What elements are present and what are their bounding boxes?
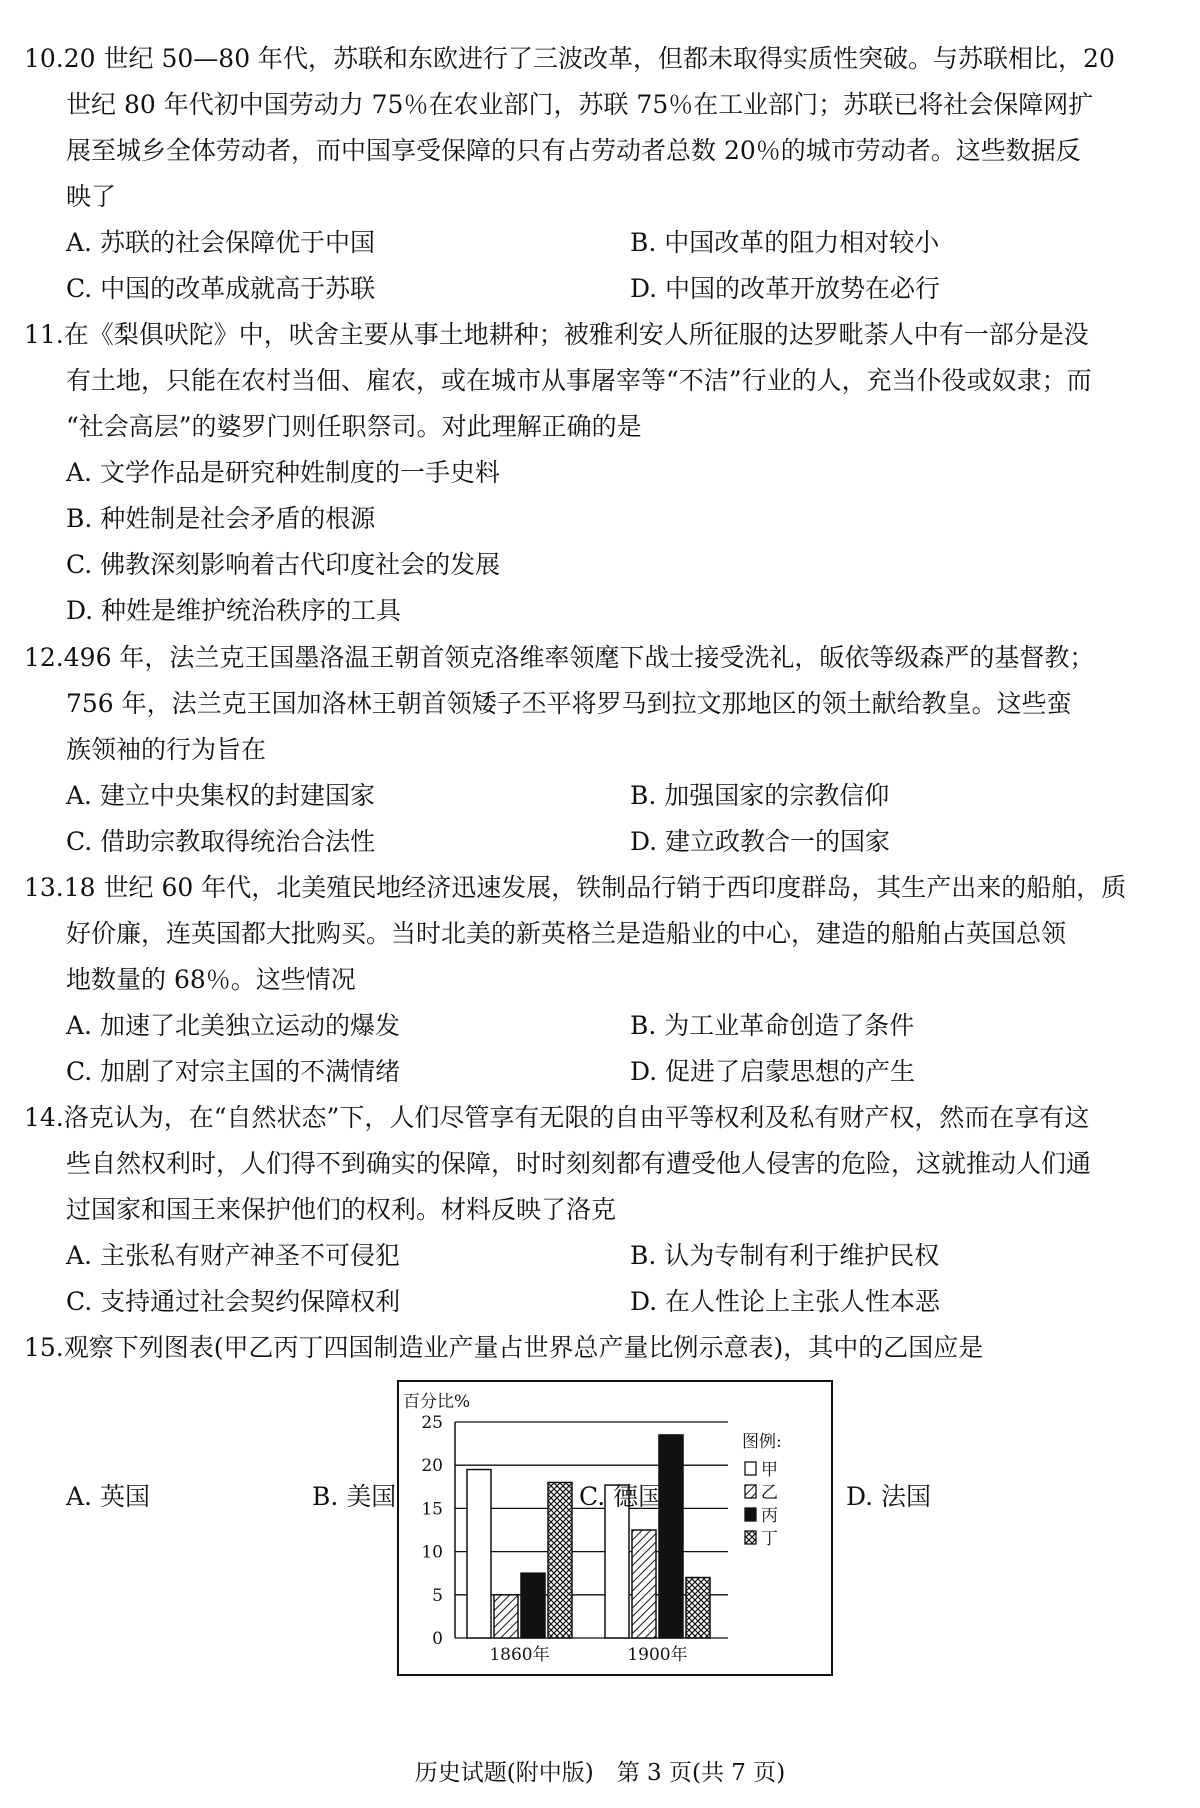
bar-乙-1860年 bbox=[494, 1595, 518, 1638]
option-c[interactable]: C. 佛教深刻影响着古代印度社会的发展 bbox=[66, 550, 501, 579]
option-c[interactable]: C. 借助宗教取得统治合法性 bbox=[66, 827, 376, 856]
question-14 bbox=[24, 1095, 1174, 1325]
option-c[interactable]: C. 加剧了对宗主国的不满情绪 bbox=[66, 1057, 401, 1086]
options-row bbox=[24, 1233, 1174, 1279]
bar-丁-1900年 bbox=[686, 1578, 710, 1638]
option-d[interactable]: D. 中国的改革开放势在必行 bbox=[630, 274, 941, 303]
question-10 bbox=[24, 36, 1174, 312]
option-d[interactable]: D. 建立政教合一的国家 bbox=[630, 827, 891, 856]
legend-entry: 丁 bbox=[761, 1529, 778, 1549]
question-12 bbox=[24, 635, 1174, 865]
options-row bbox=[24, 266, 1174, 312]
question-number: 11. bbox=[24, 320, 64, 349]
bar-乙-1900年 bbox=[632, 1530, 656, 1638]
option-d[interactable]: D. 法国 bbox=[846, 1482, 932, 1511]
question-number: 14. bbox=[24, 1103, 64, 1132]
question-15-options bbox=[24, 1474, 1174, 1520]
question-text-line: 好价廉，连英国都大批购买。当时北美的新英格兰是造船业的中心，建造的船舶占英国总领 bbox=[66, 919, 1067, 948]
bar-丙-1900年 bbox=[659, 1435, 683, 1638]
legend-entry: 丙 bbox=[761, 1506, 778, 1526]
option-a[interactable]: A. 建立中央集权的封建国家 bbox=[66, 781, 375, 810]
option-a[interactable]: A. 文学作品是研究种姓制度的一手史料 bbox=[66, 458, 500, 487]
question-text-line: 20 世纪 50—80 年代，苏联和东欧进行了三波改革，但都未取得实质性突破。与苏联相比，20 bbox=[63, 44, 1115, 73]
option-d[interactable]: D. 在人性论上主张人性本恶 bbox=[630, 1287, 941, 1316]
question-13 bbox=[24, 865, 1174, 1095]
legend-title: 图例: bbox=[742, 1432, 782, 1452]
option-b[interactable]: B. 种姓制是社会矛盾的根源 bbox=[66, 504, 376, 533]
option-b[interactable]: B. 美国 bbox=[312, 1482, 397, 1511]
legend-entry: 乙 bbox=[761, 1483, 778, 1503]
question-number: 12. bbox=[24, 643, 64, 672]
y-tick-label: 15 bbox=[421, 1499, 443, 1520]
question-text-line: 族领袖的行为旨在 bbox=[66, 735, 267, 764]
question-text-line: 洛克认为，在“自然状态”下，人们尽管享有无限的自由平等权利及私有财产权，然而在享有这 bbox=[63, 1103, 1090, 1132]
question-text-line: 些自然权利时，人们得不到确实的保障，时时刻刻都有遭受他人侵害的危险，这就推动人们通 bbox=[66, 1149, 1092, 1178]
question-number: 15. bbox=[24, 1333, 64, 1362]
options-row bbox=[24, 588, 1174, 634]
option-d[interactable]: D. 种姓是维护统治秩序的工具 bbox=[66, 596, 402, 625]
question-text-line: “社会高层”的婆罗门则任职祭司。对此理解正确的是 bbox=[66, 412, 642, 441]
question-number: 10. bbox=[24, 44, 64, 73]
option-a[interactable]: A. 苏联的社会保障优于中国 bbox=[66, 228, 375, 257]
question-text-line: 过国家和国王来保护他们的权利。材料反映了洛克 bbox=[66, 1195, 617, 1224]
options-row bbox=[24, 450, 1174, 496]
question-text-line: 756 年，法兰克王国加洛林王朝首领矮子丕平将罗马到拉文那地区的领土献给教皇。这些蛮 bbox=[66, 689, 1072, 718]
question-text-line: 496 年，法兰克王国墨洛温王朝首领克洛维率领麾下战士接受洗礼，皈依等级森严的基督教； bbox=[63, 643, 1095, 672]
question-text-line: 展至城乡全体劳动者，而中国享受保障的只有占劳动者总数 20％的城市劳动者。这些数据反 bbox=[66, 136, 1081, 165]
x-tick-label: 1900年 bbox=[627, 1645, 688, 1665]
options-row bbox=[24, 1474, 1174, 1520]
question-text-line: 18 世纪 60 年代，北美殖民地经济迅速发展，铁制品行销于西印度群岛，其生产出来的船舶，质 bbox=[63, 873, 1127, 902]
question-15 bbox=[24, 1325, 1174, 1371]
option-b[interactable]: B. 为工业革命创造了条件 bbox=[630, 1011, 915, 1040]
chart-svg bbox=[395, 1378, 835, 1678]
option-b[interactable]: B. 加强国家的宗教信仰 bbox=[630, 781, 890, 810]
options-row bbox=[24, 1049, 1174, 1095]
question-11 bbox=[24, 312, 1174, 634]
legend-entry: 甲 bbox=[761, 1460, 778, 1480]
y-axis-label: 百分比% bbox=[403, 1392, 471, 1412]
page-footer: 历史试题(附中版) 第 3 页(共 7 页) bbox=[414, 1760, 786, 1786]
question-text-line: 地数量的 68％。这些情况 bbox=[66, 965, 356, 994]
options-row bbox=[24, 1003, 1174, 1049]
question-text-line: 世纪 80 年代初中国劳动力 75％在农业部门，苏联 75％在工业部门；苏联已将社会保障网扩 bbox=[66, 90, 1094, 119]
bar-丙-1860年 bbox=[521, 1573, 545, 1638]
option-a[interactable]: A. 加速了北美独立运动的爆发 bbox=[66, 1011, 400, 1040]
options-row bbox=[24, 542, 1174, 588]
option-b[interactable]: B. 认为专制有利于维护民权 bbox=[630, 1241, 940, 1270]
y-tick-label: 0 bbox=[432, 1629, 443, 1649]
question-text-line: 映了 bbox=[66, 182, 117, 211]
options-row bbox=[24, 220, 1174, 266]
y-tick-label: 25 bbox=[421, 1413, 443, 1433]
options-row bbox=[24, 773, 1174, 819]
option-b[interactable]: B. 中国改革的阻力相对较小 bbox=[630, 228, 940, 257]
y-tick-label: 10 bbox=[421, 1542, 443, 1563]
options-row bbox=[24, 819, 1174, 865]
options-row bbox=[24, 1279, 1174, 1325]
x-tick-label: 1860年 bbox=[489, 1645, 550, 1665]
question-text-line: 在《梨俱吠陀》中，吠舍主要从事土地耕种；被雅利安人所征服的达罗毗荼人中有一部分是没 bbox=[63, 320, 1089, 349]
y-tick-label: 5 bbox=[432, 1585, 443, 1606]
options-row bbox=[24, 496, 1174, 542]
y-tick-label: 20 bbox=[421, 1456, 443, 1477]
option-c[interactable]: C. 支持通过社会契约保障权利 bbox=[66, 1287, 401, 1316]
manufacturing-share-chart bbox=[395, 1378, 835, 1678]
option-a[interactable]: A. 英国 bbox=[66, 1482, 150, 1511]
option-d[interactable]: D. 促进了启蒙思想的产生 bbox=[630, 1057, 916, 1086]
question-text-line: 有土地，只能在农村当佃、雇农，或在城市从事屠宰等“不洁”行业的人，充当仆役或奴隶；而 bbox=[66, 366, 1092, 395]
legend-swatch bbox=[745, 1531, 756, 1544]
option-c[interactable]: C. 中国的改革成就高于苏联 bbox=[66, 274, 376, 303]
option-a[interactable]: A. 主张私有财产神圣不可侵犯 bbox=[66, 1241, 400, 1270]
question-text-line: 观察下列图表(甲乙丙丁四国制造业产量占世界总产量比例示意表)，其中的乙国应是 bbox=[63, 1333, 984, 1362]
question-number: 13. bbox=[24, 873, 64, 902]
option-c[interactable]: C. 德国 bbox=[579, 1482, 664, 1511]
